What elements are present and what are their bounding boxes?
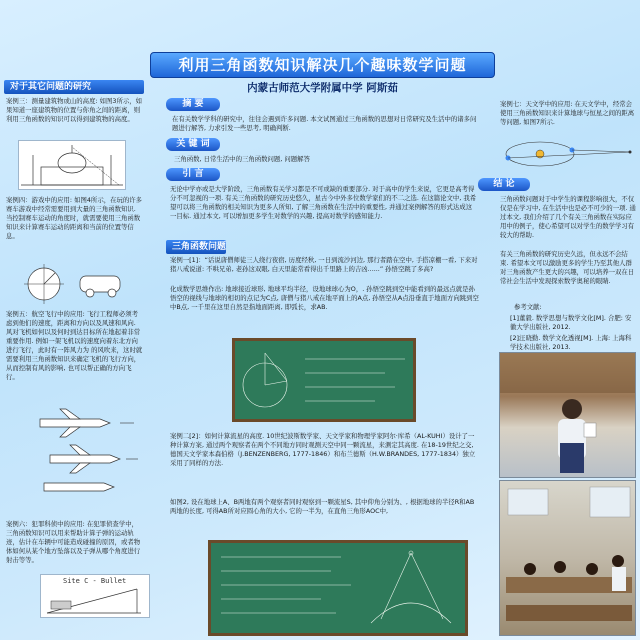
keywords-text: 三角函数, 日常生活中的三角函数问题, 问题解答: [174, 155, 310, 163]
chalkboard-1: [232, 338, 416, 422]
car-diagram-icon: [20, 258, 132, 308]
taj-mahal-figure: [18, 140, 126, 190]
person-icon: [500, 353, 636, 478]
case2-intro: 案例二[2]：如何计算流星的高度. 10世纪波斯数学家、天文学家和物理学家阿尔·库希（AL-KUHI）设计了一种计算方案, 通过两个观察者在两个不同地方同时观测天空中同一颗流星，来测定其高度. 在18-19世纪之交, 德国天文学家本森伯格（J.BENZENBERG, 1777-1846）和布兰德斯（H.W.BRANDES, 1777-1834）独立采用了同样的方法.: [170, 432, 476, 467]
chalkboard-meteor-icon: [211, 543, 465, 633]
conclusion-text-2: 有关三角函数的研究历史久远，但永远不会结束. 希望本文可以激励更多的学生乃至其他人群对三角函数产生更大的兴趣，可以培养一双在日常社会生活中发现探索数学奥秘的眼睛.: [500, 250, 635, 285]
bullet-figure-label: Site C - Bullet: [63, 577, 127, 585]
conclusion-text-1: 三角函数问题对于中学生的课程影响很大，不仅仅是在学习中, 在生活中也是必不可少的一项. 通过本文, 我们介绍了几个有关三角函数在实际应用中的例子，使心希望可以对学生的数学学习有较大的帮助.: [500, 195, 636, 239]
reference-2: [2]汪晓勤. 数学文化透视[M]. 上海: 上海科学技术出版社, 2013.: [510, 334, 632, 351]
building-icon: [19, 141, 125, 189]
bullet-figure: [40, 574, 150, 618]
racing-figure: [20, 258, 132, 308]
case2-analysis: 如图2, 设在地球上A、B两地有两个观察者同时观察到一颗流星S, 其中仰角分别为、, 根据地球的半径R和AB两地的长度, 可得AB所对应圆心角的大小, 它的一半为，在直角三角形AOC中,: [170, 498, 475, 515]
airplane-figure: [30, 405, 140, 495]
classroom-icon: [500, 481, 636, 636]
case1-question: 案例一[1]：“话说唐僧师徒三人绕行夜宿, 历度经秋, 一日到流沙河边, 那行者踏在空中, 手搭凉棚一看, 下来对猪八戒说道: 不哄兄弟, 老孙这双眼, 白天里能常看得出千里路上的吉凶......” 孙悟空跳了多高?: [170, 256, 478, 273]
problem-heading: 三角函数问题: [166, 240, 226, 254]
school-author: 内蒙古师范大学附属中学 阿斯茹: [247, 82, 398, 94]
abstract-text: 在有关数学学科的研究中，往往会遇到许多问题. 本文试图通过三角函数的思想对日常研究及生活中的诸多问题进行解答, 力求引发一些思考, 明确判断.: [172, 115, 477, 132]
case3-text: 案例三：测量建筑物或山的高度: 如图3所示，如果知道一座建筑物的位置与你角之间的距离，则利用三角函数的知识可以得到建筑物的高度。: [6, 97, 143, 123]
case5-text: 案例五：航空飞行中的应用: 飞行工程师必须考虑到他们的速度，距离和方向以及风速和风向. 风对飞机如何以及何时到达目标所在地起着非常重要作用. 例如一架飞机以的速度向着东北方向进行飞行，此时有一阵风力为 的风吹来，这时就需要利用三角函数知识来确定飞机的飞行方向，从而控制有风的影响, 也可以帮正确的方向飞行。: [6, 310, 143, 381]
astronomy-figure: [500, 132, 636, 174]
case4-text: 案例四：游戏中的应用: 如图4所示，在玩的许多赛车游戏中经常需要用到大量的三角函数知识. 当控制赛车运动的角度时，就需要使用三角函数知识来计算赛车运动的距离和当前的位置等信息。: [6, 196, 143, 240]
case6-text: 案例六：犯罪科侦中的应用: 在犯罪侦查学中，三角函数知识可以用来帮助计算子弹的运动轨迹，估计在车辆中可能造成碰撞的原因，或者物体如何从某个地方坠落以及子弹从哪个角度进行射击等等。: [6, 520, 141, 564]
intro-heading: 引 言: [166, 168, 220, 181]
chalkboard-2: [208, 540, 468, 636]
earth-orbit-icon: [500, 132, 636, 174]
case1-analysis: 化成数学思维作出: 地球接近球形, 地球平均半径，设地球球心为O，. 孙悟空跳到空中能看到的最远点就是孙悟空的视线与地球的相切的点记为C点, 唐僧与猪八戒在地平面上的A点, 孙悟空从A点沿垂直于地面方向跳到空中B点, 一千里在这里自然是指地面距离, 即弧长，求AB.: [170, 285, 479, 311]
intro-text: 无论中学亦或是大学阶段，三角函数有关学习都是不可或缺的重要部分. 对于高中的学生来说，它更是高考得分不可忽视的一项. 有关三角函数的研究历史悠久，星古今中外多位数学家们的不二之选. 在这篇论文中, 我希望可以将三角函数的相关知识为更多人所知, 了解三角函数在生活中的重要性, 并通过案例解答的形式达成这一目标. 通过本文, 可以增加更多学生对数学的兴趣, 提高对数学的感知能力.: [170, 185, 477, 220]
case7-text: 案例七：天文学中的应用: 在天文学中，经常会使用三角函数知识来计算地球与恒星之间的距离等问题, 如图7所示.: [500, 100, 635, 126]
keywords-heading: 关 键 词: [166, 138, 220, 151]
airplane-icon: [30, 405, 140, 495]
author-photo-1: [499, 352, 636, 478]
references-heading: 参考文献:: [514, 303, 542, 311]
conclusion-heading: 结 论: [478, 178, 530, 191]
reference-1: [1]董毅. 数学思想与数学文化[M]. 合肥: 安徽大学出版社, 2012.: [510, 314, 632, 331]
chalkboard-formula-icon: [235, 341, 413, 419]
abstract-heading: 摘 要: [166, 98, 220, 111]
classroom-photo: [499, 480, 636, 636]
left-section-heading: 对于其它问题的研究: [4, 80, 144, 94]
poster-title: 利用三角函数知识解决几个趣味数学问题: [150, 52, 495, 78]
